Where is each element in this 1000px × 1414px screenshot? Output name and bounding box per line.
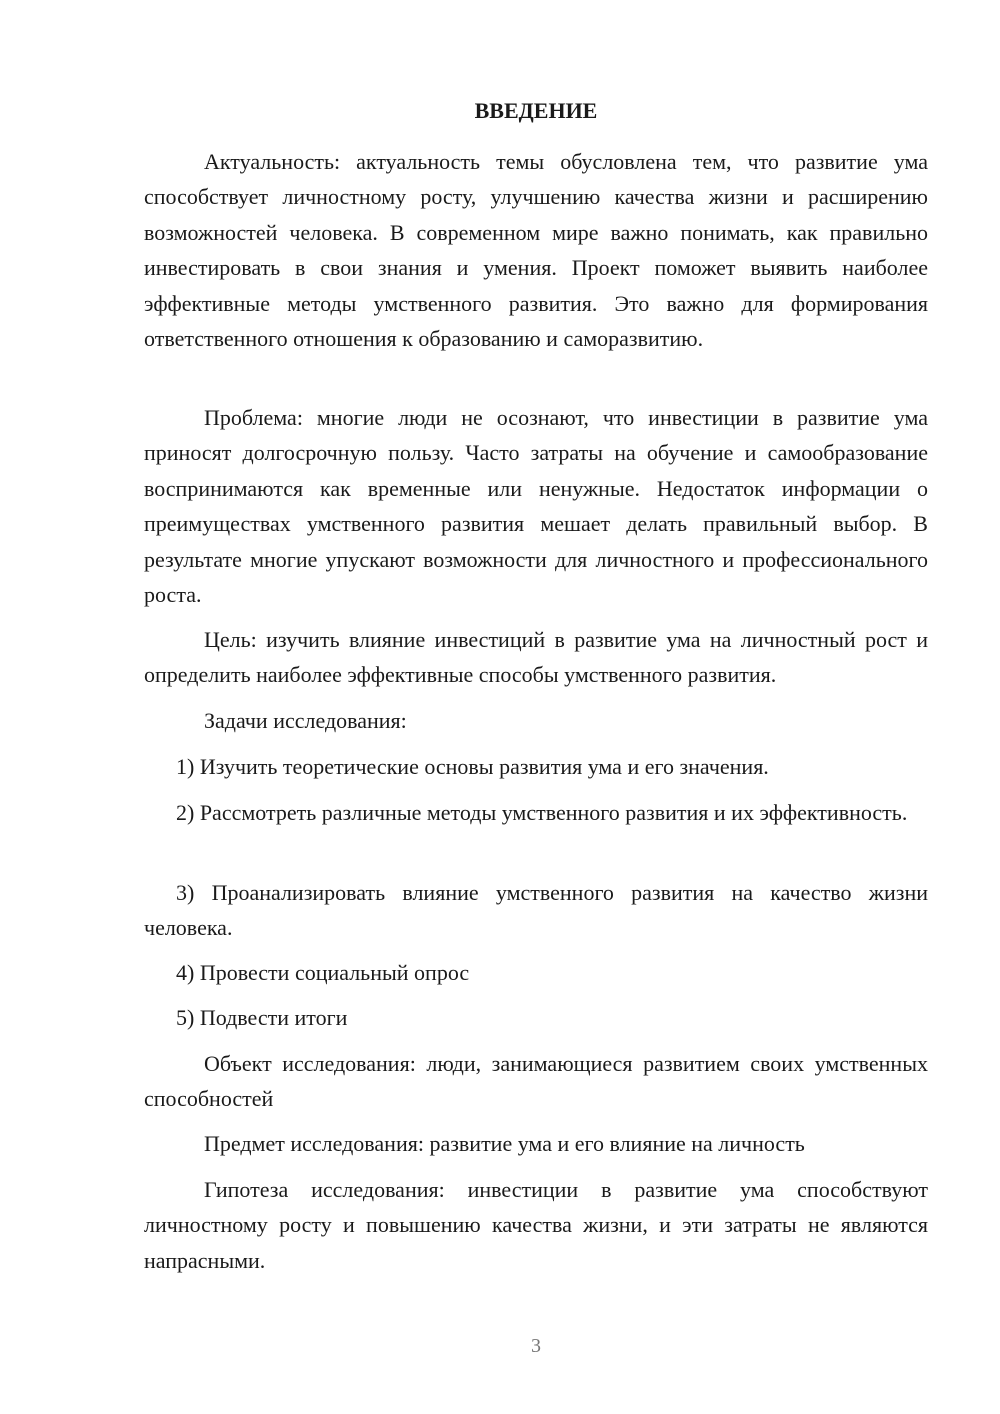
tasks-heading: Задачи исследования: — [204, 708, 407, 733]
section-title: ВВЕДЕНИЕ — [474, 98, 598, 123]
paragraph-subject: Предмет исследования: развитие ума и его влияние на личность — [204, 1131, 805, 1156]
paragraph-object: Объект исследования: люди, занимающиеся развитием своих умственных способностей — [144, 1051, 928, 1112]
task-item-1: 1) Изучить теоретические основы развития ума и его значения. — [176, 754, 769, 779]
paragraph-goal: Цель: изучить влияние инвестиций в развитие ума на личностный рост и определить наиболее эффективные способы умственного развития. — [144, 627, 928, 688]
task-item-5: 5) Подвести итоги — [176, 1005, 348, 1030]
paragraph-problem: Проблема: многие люди не осознают, что инвестиции в развитие ума приносят долгосрочную пользу. Часто затраты на обучение и самообразование воспринимаются как временные или ненужные. Недостаток информации о преимуществах умственного развития мешает делать правильный выбор. В результате многие упускают возможности для личностного и профессионального роста. — [144, 405, 928, 608]
task-item-4: 4) Провести социальный опрос — [176, 960, 470, 985]
task-item-3: 3) Проанализировать влияние умственного развития на качество жизни человека. — [144, 880, 928, 941]
task-item-2: 2) Рассмотреть различные методы умственного развития и их эффективность. — [176, 800, 908, 825]
paragraph-hypothesis: Гипотеза исследования: инвестиции в развитие ума способствуют личностному росту и повышению качества жизни, и эти затраты не являются напрасными. — [144, 1177, 928, 1273]
paragraph-relevance: Актуальность: актуальность темы обусловлена тем, что развитие ума способствует личностному росту, улучшению качества жизни и расширению возможностей человека. В современном мире важно понимать, как правильно инвестировать в свои знания и умения. Проект поможет выявить наиболее эффективные методы умственного развития. Это важно для формирования ответственного отношения к образованию и саморазвитию. — [144, 149, 928, 352]
page-number: 3 — [531, 1335, 541, 1357]
